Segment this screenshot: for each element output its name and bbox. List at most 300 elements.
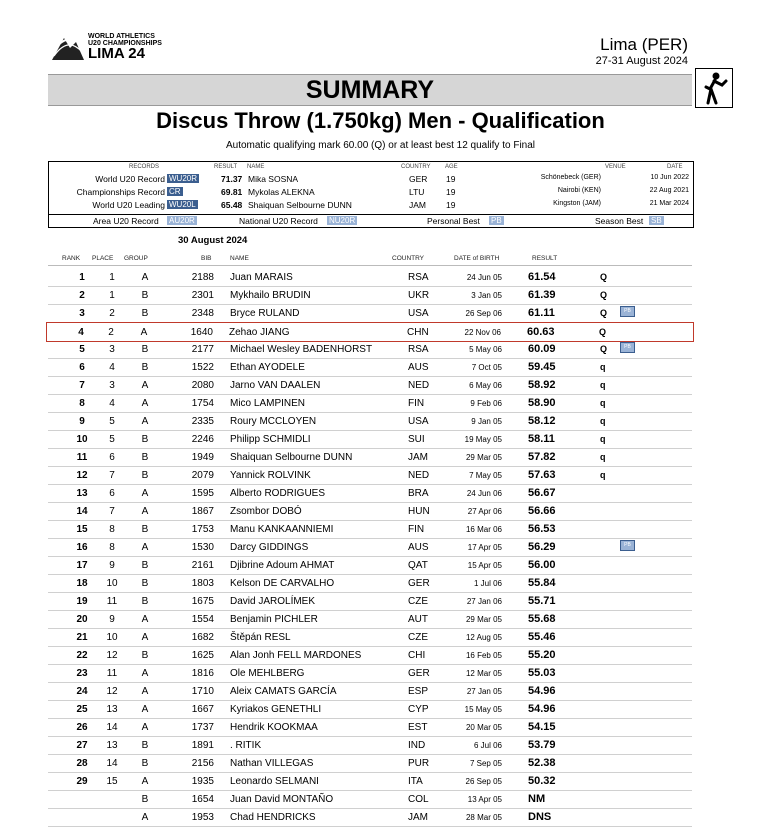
table-row (48, 538, 692, 557)
result-header: RESULT (214, 164, 238, 170)
dob-cell: 16 Mar 06 (465, 525, 502, 534)
place-cell: 2 (108, 327, 114, 338)
dob-cell: 22 Nov 06 (464, 328, 501, 337)
bib-cell: 1816 (191, 668, 214, 679)
country-cell: BRA (408, 488, 429, 499)
name-cell: Kyriakos GENETHLI (230, 704, 322, 715)
table-row (48, 808, 692, 827)
result-cell: 58.12 (528, 415, 556, 427)
table-row (48, 520, 692, 539)
championship-logo (50, 28, 190, 68)
dob-cell: 17 Apr 05 (467, 543, 502, 552)
name-cell: . RITIK (230, 740, 262, 751)
result-cell: 55.03 (528, 667, 556, 679)
dob-cell: 20 Mar 05 (465, 723, 502, 732)
table-row (48, 772, 692, 791)
group-cell: A (141, 506, 149, 517)
date-header: DATE (667, 164, 683, 170)
rank-cell: 23 (76, 668, 88, 679)
records-header: RECORDS (129, 164, 160, 170)
name-cell: Shaiquan Selbourne DUNN (230, 452, 353, 463)
country-cell: IND (408, 740, 426, 751)
rank-column-header: RANK (62, 255, 81, 262)
result-cell: 57.63 (528, 469, 556, 481)
group-cell: A (141, 272, 149, 283)
place-cell: 13 (106, 740, 118, 751)
table-row (48, 394, 692, 413)
result-cell: 58.92 (528, 379, 556, 391)
place-cell: 15 (106, 776, 118, 787)
place-cell: 12 (106, 686, 118, 697)
qual-cell: Q (600, 308, 608, 318)
rank-cell: 14 (76, 506, 88, 517)
rank-cell: 24 (76, 686, 88, 697)
group-cell: B (141, 362, 149, 373)
group-cell: A (141, 488, 149, 499)
table-row (48, 682, 692, 701)
qual-cell: q (600, 398, 606, 408)
country-cell: CHN (407, 327, 429, 338)
qual-cell: q (600, 470, 606, 480)
bib-cell: 1953 (191, 812, 214, 823)
name-cell: Ethan AYODELE (230, 362, 305, 373)
group-cell: A (141, 542, 149, 553)
table-row (48, 754, 692, 773)
rank-cell: 2 (79, 290, 85, 301)
logo-line-1: WORLD ATHLETICS (88, 33, 155, 40)
bib-cell: 1753 (191, 524, 214, 535)
place-cell: 7 (109, 470, 115, 481)
bib-cell: 2161 (191, 560, 214, 571)
name-cell: Chad HENDRICKS (230, 812, 316, 823)
table-row (48, 502, 692, 521)
bib-cell: 1682 (191, 632, 214, 643)
session-date: 30 August 2024 (178, 235, 248, 246)
group-cell: B (141, 560, 149, 571)
dob-cell: 26 Sep 05 (465, 777, 502, 786)
legend-badge: SB (651, 216, 662, 225)
dob-cell: 7 Oct 05 (471, 363, 502, 372)
record-badge: WU20L (169, 200, 196, 209)
bib-cell: 1891 (191, 740, 214, 751)
results-column-header (48, 253, 692, 266)
place-cell: 3 (109, 344, 115, 355)
country-cell: AUS (408, 542, 429, 553)
rank-cell: 22 (76, 650, 88, 661)
rank-cell: 27 (76, 740, 88, 751)
logo-line-3: LIMA 24 (88, 45, 145, 62)
group-cell: A (141, 398, 149, 409)
name-cell: Mykhailo BRUDIN (230, 290, 311, 301)
rank-cell: 26 (76, 722, 88, 733)
result-cell: 61.39 (528, 289, 556, 301)
country-cell: CHI (408, 650, 426, 661)
result-cell: 57.82 (528, 451, 556, 463)
qual-cell: q (600, 380, 606, 390)
qual-cell: Q (600, 290, 608, 300)
venue-header: VENUE (605, 164, 626, 170)
table-row (48, 610, 692, 629)
result-cell: 59.45 (528, 361, 556, 373)
qual-cell: q (600, 434, 606, 444)
country-cell: USA (408, 416, 429, 427)
dob-cell: 28 Mar 05 (465, 813, 502, 822)
result-cell: 61.11 (528, 307, 555, 319)
result-cell: DNS (528, 811, 552, 823)
place-cell: 10 (106, 632, 118, 643)
result-cell: 50.32 (528, 775, 556, 787)
group-cell: B (141, 434, 149, 445)
group-cell: B (141, 452, 149, 463)
result-cell: 55.71 (528, 595, 556, 607)
country-cell: CZE (408, 596, 428, 607)
rank-cell: 10 (76, 434, 88, 445)
record-row: World U20 Leading WU20L 65.48 Shaiquan Selbourne DUNN JAM 19 Kingston (JAM) 21 Mar 2024 (92, 200, 689, 210)
group-cell: B (141, 596, 149, 607)
record-badge: WU20R (169, 174, 198, 183)
dob-cell: 27 Jan 06 (466, 597, 502, 606)
name-cell: Zehao JIANG (229, 327, 290, 338)
dob-cell: 9 Feb 06 (470, 399, 502, 408)
record-row: Championships Record CR 69.81 Mykolas ALEKNA LTU 19 Nairobi (KEN) 22 Aug 2021 (76, 187, 689, 197)
place-cell: 7 (109, 506, 115, 517)
name-cell: Zsombor DOBÓ (230, 506, 302, 517)
dob-cell: 7 Sep 05 (469, 759, 502, 768)
result-cell: NM (528, 793, 546, 805)
country-cell: JAM (408, 452, 428, 463)
legend-badge: PB (491, 216, 502, 225)
rank-cell: 7 (79, 380, 85, 391)
bib-cell: 2080 (191, 380, 214, 391)
group-cell: A (140, 327, 148, 338)
summary-heading: SUMMARY (48, 74, 692, 106)
country-cell: ESP (408, 686, 429, 697)
legend-badge: AU20R (169, 216, 195, 225)
place-cell: 14 (106, 758, 118, 769)
bib-cell: 2156 (191, 758, 214, 769)
record-badge: CR (169, 187, 181, 196)
group-cell: A (141, 704, 149, 715)
table-row (48, 628, 692, 647)
name-cell: Michael Wesley BADENHORST (230, 344, 373, 355)
personal-best-badge: PB (620, 540, 635, 551)
place-cell: 1 (109, 290, 115, 301)
result-cell: 55.46 (528, 631, 556, 643)
name-cell: Roury MCCLOYEN (230, 416, 317, 427)
country-cell: AUS (408, 362, 429, 373)
records-box (48, 161, 694, 228)
rank-cell: 11 (76, 452, 88, 463)
event-title: Discus Throw (1.750kg) Men - Qualification (156, 108, 605, 133)
personal-best-badge: PB (620, 306, 635, 317)
place-cell: 9 (109, 560, 115, 571)
dob-cell: 27 Apr 06 (467, 507, 502, 516)
country-cell: UKR (408, 290, 430, 301)
result-cell: 55.84 (528, 577, 556, 589)
qualification-note: Automatic qualifying mark 60.00 (Q) or at least best 12 qualify to Final (225, 140, 536, 151)
country-cell: PUR (408, 758, 430, 769)
place-cell: 6 (109, 488, 115, 499)
result-cell: 58.11 (528, 433, 555, 445)
name-cell: Darcy GIDDINGS (230, 542, 309, 553)
rank-cell: 21 (76, 632, 88, 643)
name-cell: Štěpán RESL (230, 632, 291, 643)
table-row (48, 376, 692, 395)
name-cell: Mico LAMPINEN (230, 398, 306, 409)
bib-cell: 1625 (191, 650, 214, 661)
table-row (48, 286, 692, 305)
place-cell: 5 (109, 434, 115, 445)
table-row (48, 646, 692, 665)
dob-cell: 27 Jan 05 (466, 687, 502, 696)
result-cell: 55.68 (528, 613, 556, 625)
bib-cell: 1654 (191, 794, 214, 805)
group-cell: B (141, 344, 149, 355)
group-cell: B (141, 794, 149, 805)
dob-cell: 13 Apr 05 (467, 795, 502, 804)
result-cell: 56.66 (528, 505, 556, 517)
place-cell: 5 (109, 416, 115, 427)
bib-cell: 1667 (191, 704, 214, 715)
dob-cell: 5 May 06 (469, 345, 502, 354)
table-row (48, 718, 692, 737)
country-cell: GER (408, 578, 430, 589)
bib-cell: 2301 (191, 290, 214, 301)
rank-cell: 12 (76, 470, 88, 481)
record-row: World U20 Record WU20R 71.37 Mika SOSNA GER 19 Schönebeck (GER) 10 Jun 2022 (95, 174, 689, 184)
result-cell: 54.15 (528, 721, 556, 733)
country-cell: RSA (408, 344, 429, 355)
bib-cell: 1640 (190, 327, 213, 338)
name-cell: Leonardo SELMANI (230, 776, 319, 787)
table-row (48, 268, 692, 287)
group-cell: A (141, 614, 149, 625)
result-cell: 54.96 (528, 703, 556, 715)
records-legend: Area U20 Record AU20R National U20 Record NU20R Personal Best PB Season Best SB (49, 214, 693, 227)
place-cell: 4 (109, 362, 115, 373)
place-column-header: PLACE (92, 255, 114, 262)
place-cell: 1 (109, 272, 115, 283)
country-cell: ITA (408, 776, 423, 787)
dob-cell: 29 Mar 05 (465, 615, 502, 624)
name-column-header: NAME (230, 255, 249, 262)
rank-cell: 5 (79, 344, 85, 355)
rank-cell: 29 (76, 776, 88, 787)
dob-cell: 6 Jul 06 (473, 741, 502, 750)
name-header: NAME (247, 164, 265, 170)
dob-cell: 12 Aug 05 (465, 633, 502, 642)
rank-cell: 18 (76, 578, 88, 589)
bib-cell: 1737 (191, 722, 214, 733)
qual-cell: q (600, 416, 606, 426)
country-column-header: COUNTRY (392, 255, 425, 262)
place-cell: 2 (109, 308, 115, 319)
dob-cell: 26 Sep 06 (465, 309, 502, 318)
result-cell: 61.54 (528, 271, 556, 283)
table-row (48, 358, 692, 377)
name-cell: Kelson DE CARVALHO (230, 578, 335, 589)
bib-cell: 1522 (191, 362, 214, 373)
dob-cell: 19 May 05 (464, 435, 502, 444)
rank-cell: 25 (76, 704, 88, 715)
country-cell: AUT (408, 614, 428, 625)
bib-cell: 1867 (191, 506, 214, 517)
name-cell: Bryce RULAND (230, 308, 300, 319)
name-cell: Hendrik KOOKMAA (230, 722, 318, 733)
rank-cell: 13 (76, 488, 88, 499)
result-cell: 52.38 (528, 757, 556, 769)
dob-cell: 9 Jan 05 (471, 417, 502, 426)
place-cell: 4 (109, 398, 115, 409)
rank-cell: 28 (76, 758, 88, 769)
result-column-header: RESULT (532, 255, 558, 262)
name-cell: Juan MARAIS (230, 272, 293, 283)
place-cell: 10 (106, 578, 118, 589)
name-cell: Jarno VAN DAALEN (230, 380, 321, 391)
bib-cell: 2177 (191, 344, 214, 355)
result-cell: 53.79 (528, 739, 556, 751)
bib-cell: 1803 (191, 578, 214, 589)
rank-cell: 15 (76, 524, 88, 535)
dob-column-header: DATE of BIRTH (454, 255, 500, 262)
group-cell: B (141, 290, 149, 301)
result-cell: 56.53 (528, 523, 556, 535)
result-cell: 55.20 (528, 649, 556, 661)
table-row (48, 592, 692, 611)
place-cell: 12 (106, 650, 118, 661)
country-cell: NED (408, 470, 430, 481)
place-cell: 9 (109, 614, 115, 625)
name-cell: Juan David MONTAÑO (230, 794, 334, 805)
place-cell: 8 (109, 524, 115, 535)
country-cell: CZE (408, 632, 428, 643)
qual-cell: Q (599, 327, 607, 337)
dob-cell: 15 May 05 (464, 705, 502, 714)
personal-best-badge: PB (620, 342, 635, 353)
name-cell: Ole MEHLBERG (230, 668, 305, 679)
country-cell: NED (408, 380, 430, 391)
age-header: AGE (445, 164, 458, 170)
group-cell: A (141, 668, 149, 679)
country-cell: FIN (408, 524, 425, 535)
group-cell: A (141, 632, 149, 643)
result-cell: 60.63 (527, 326, 555, 338)
qual-cell: q (600, 452, 606, 462)
name-cell: Aleix CAMATS GARCÍA (230, 686, 337, 697)
country-cell: QAT (408, 560, 428, 571)
logo-line-2: U20 CHAMPIONSHIPS (88, 40, 162, 47)
place-cell: 13 (106, 704, 118, 715)
mountain-logo-icon (50, 30, 86, 64)
country-cell: COL (408, 794, 429, 805)
group-cell: A (141, 722, 149, 733)
result-cell: 56.67 (528, 487, 556, 499)
place-cell: 3 (109, 380, 115, 391)
table-row (48, 700, 692, 719)
rank-cell: 20 (76, 614, 88, 625)
country-cell: CYP (408, 704, 429, 715)
name-cell: Manu KANKAANNIEMI (230, 524, 334, 535)
result-cell: 54.96 (528, 685, 556, 697)
dob-cell: 6 May 06 (469, 381, 502, 390)
bib-column-header: BIB (201, 255, 212, 262)
group-column-header: GROUP (124, 255, 148, 262)
place-cell: 11 (106, 668, 118, 679)
rank-cell: 17 (76, 560, 88, 571)
legend-badge: NU20R (329, 216, 356, 225)
country-cell: USA (408, 308, 429, 319)
place-cell: 8 (109, 542, 115, 553)
bib-cell: 1595 (191, 488, 214, 499)
rank-cell: 3 (79, 308, 85, 319)
group-cell: B (141, 524, 149, 535)
venue: Lima (PER) (600, 35, 688, 54)
country-cell: SUI (408, 434, 425, 445)
table-row (48, 430, 692, 449)
table-row (48, 664, 692, 683)
group-cell: A (141, 686, 149, 697)
name-cell: Nathan VILLEGAS (230, 758, 314, 769)
name-cell: Benjamin PICHLER (230, 614, 318, 625)
result-cell: 60.09 (528, 343, 556, 355)
name-cell: Djibrine Adoum AHMAT (230, 560, 335, 571)
name-cell: Alan Jonh FELL MARDONES (230, 650, 362, 661)
country-cell: GER (408, 668, 430, 679)
group-cell: B (141, 758, 149, 769)
rank-cell: 9 (79, 416, 85, 427)
name-cell: Alberto RODRIGUES (230, 488, 326, 499)
country-header: COUNTRY (401, 164, 431, 170)
event-dates: 27-31 August 2024 (595, 55, 688, 67)
qual-cell: Q (600, 344, 608, 354)
bib-cell: 1554 (191, 614, 214, 625)
bib-cell: 1949 (191, 452, 214, 463)
dob-cell: 3 Jan 05 (471, 291, 502, 300)
dob-cell: 24 Jun 06 (466, 489, 502, 498)
dob-cell: 24 Jun 05 (466, 273, 502, 282)
group-cell: A (141, 776, 149, 787)
table-row (48, 484, 692, 503)
bib-cell: 1935 (191, 776, 214, 787)
group-cell: B (141, 308, 149, 319)
group-cell: A (141, 416, 149, 427)
group-cell: A (141, 812, 149, 823)
rank-cell: 1 (79, 272, 85, 283)
table-row (48, 340, 692, 359)
rank-cell: 6 (79, 362, 85, 373)
country-cell: FIN (408, 398, 425, 409)
table-row (46, 322, 694, 342)
bib-cell: 1675 (191, 596, 214, 607)
bib-cell: 2188 (191, 272, 214, 283)
dob-cell: 16 Feb 05 (465, 651, 502, 660)
place-cell: 11 (106, 596, 118, 607)
table-row (48, 304, 692, 323)
country-cell: HUN (408, 506, 430, 517)
qual-cell: q (600, 362, 606, 372)
table-row (48, 556, 692, 575)
bib-cell: 2348 (191, 308, 214, 319)
dob-cell: 1 Jul 06 (473, 579, 502, 588)
bib-cell: 1530 (191, 542, 214, 553)
table-row (48, 412, 692, 431)
dob-cell: 29 Mar 05 (465, 453, 502, 462)
result-cell: 56.29 (528, 541, 556, 553)
group-cell: A (141, 380, 149, 391)
group-cell: B (141, 650, 149, 661)
dob-cell: 7 May 05 (469, 471, 502, 480)
name-cell: Philipp SCHMIDLI (230, 434, 311, 445)
